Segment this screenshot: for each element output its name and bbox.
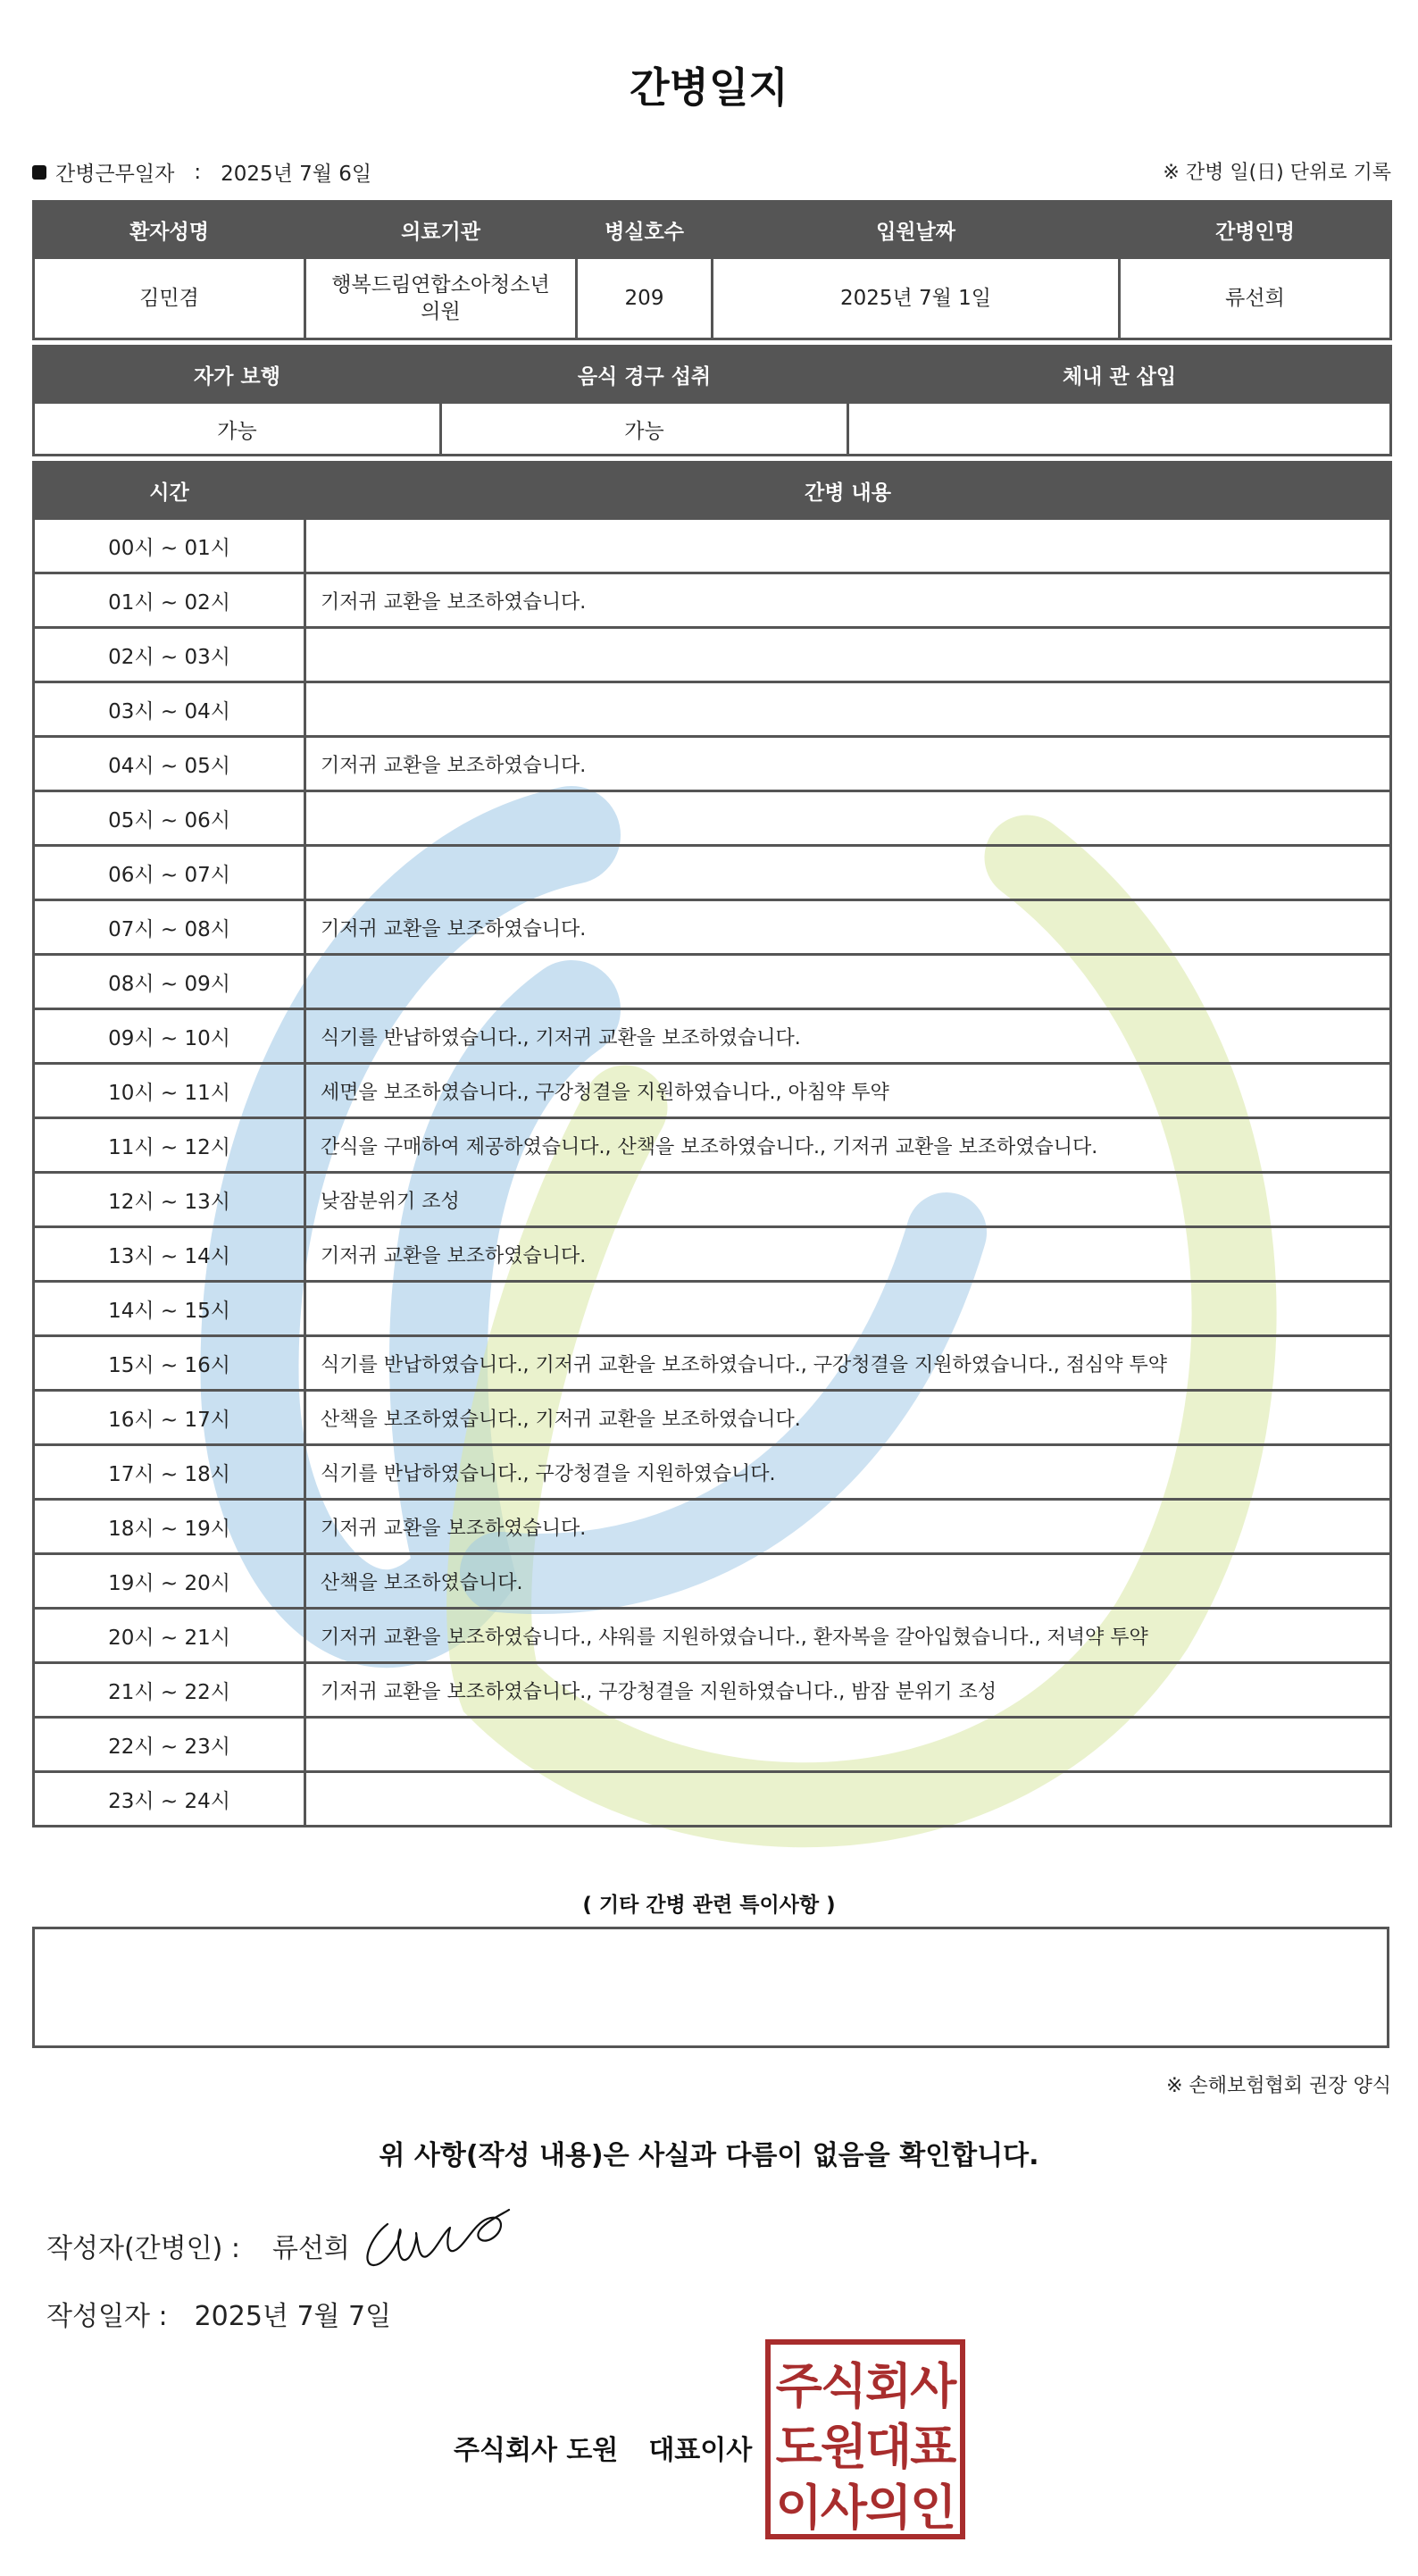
- log-time: 09시 ~ 10시: [34, 1009, 305, 1064]
- log-row: [34, 1772, 1391, 1827]
- log-row: [34, 1663, 1391, 1718]
- log-content: [305, 846, 1391, 900]
- log-row: [34, 1173, 1391, 1227]
- written-date-row: [46, 2294, 391, 2333]
- record-unit-note: ※ 간병 일(日) 단위로 기록: [1163, 162, 1391, 184]
- log-time: 12시 ~ 13시: [34, 1173, 305, 1227]
- log-row: [34, 1445, 1391, 1500]
- confirmation-statement: 위 사항(작성 내용)은 사실과 다름이 없음을 확인합니다.: [379, 2140, 1039, 2171]
- log-content: [305, 628, 1391, 682]
- header-tube-insertion: 체내 관 삽입: [848, 347, 1391, 403]
- log-content: 산책을 보조하였습니다., 기저귀 교환을 보조하였습니다.: [305, 1391, 1391, 1445]
- self-walking-value: 가능: [34, 403, 441, 456]
- log-row: [34, 682, 1391, 737]
- patient-name: 김민겸: [34, 258, 305, 339]
- admission-date: 2025년 7월 1일: [713, 258, 1120, 339]
- log-row: [34, 1282, 1391, 1336]
- log-row: [34, 1064, 1391, 1118]
- log-content: 기저귀 교환을 보조하였습니다.: [305, 1227, 1391, 1282]
- log-time: 14시 ~ 15시: [34, 1282, 305, 1336]
- company-seal-stamp: [764, 2338, 966, 2540]
- log-content: 산책을 보조하였습니다.: [305, 1554, 1391, 1609]
- log-content: [305, 791, 1391, 846]
- log-content: [305, 682, 1391, 737]
- log-time: 18시 ~ 19시: [34, 1500, 305, 1554]
- representative-title: 대표이사: [648, 2435, 753, 2466]
- patient-info-table: [32, 200, 1392, 340]
- header-admission-date: 입원날짜: [713, 202, 1120, 258]
- info-value-row: [34, 258, 1391, 339]
- company-signature-line: [454, 2428, 752, 2467]
- log-time: 15시 ~ 16시: [34, 1336, 305, 1391]
- log-time: 04시 ~ 05시: [34, 737, 305, 791]
- svg-text:주식회사: 주식회사: [775, 2358, 955, 2414]
- log-time: 16시 ~ 17시: [34, 1391, 305, 1445]
- log-row: [34, 1009, 1391, 1064]
- log-row: [34, 1609, 1391, 1663]
- writer-name: 류선희: [271, 2233, 350, 2264]
- writer-row: [46, 2226, 350, 2265]
- log-content: 낮잠분위기 조성: [305, 1173, 1391, 1227]
- form-source-note: ※ 손해보험협회 권장 양식: [1166, 2075, 1391, 2097]
- log-content: 간식을 구매하여 제공하였습니다., 산책을 보조하였습니다., 기저귀 교환을 보조하였습니다.: [305, 1118, 1391, 1173]
- log-content: [305, 1772, 1391, 1827]
- log-content: 세면을 보조하였습니다., 구강청결을 지원하였습니다., 아침약 투약: [305, 1064, 1391, 1118]
- document-title: 간병일지: [630, 63, 788, 112]
- log-content: 식기를 반납하였습니다., 기저귀 교환을 보조하였습니다., 구강청결을 지원하였습니다., 점심약 투약: [305, 1336, 1391, 1391]
- log-content: 기저귀 교환을 보조하였습니다.: [305, 900, 1391, 955]
- company-name: 주식회사 도원: [454, 2435, 619, 2466]
- log-row: [34, 628, 1391, 682]
- log-time: 13시 ~ 14시: [34, 1227, 305, 1282]
- log-time: 19시 ~ 20시: [34, 1554, 305, 1609]
- header-room-number: 병실호수: [577, 202, 713, 258]
- log-row: [34, 1718, 1391, 1772]
- log-time: 21시 ~ 22시: [34, 1663, 305, 1718]
- header-patient-name: 환자성명: [34, 202, 305, 258]
- log-row: [34, 955, 1391, 1009]
- log-content: 기저귀 교환을 보조하였습니다., 구강청결을 지원하였습니다., 밤잠 분위기 조성: [305, 1663, 1391, 1718]
- log-time: 06시 ~ 07시: [34, 846, 305, 900]
- status-header-row: [34, 347, 1391, 403]
- header-self-walking: 자가 보행: [34, 347, 441, 403]
- header-caregiver-name: 간병인명: [1120, 202, 1391, 258]
- work-date-separator: :: [194, 160, 202, 184]
- hospital-name: 행복드림연합소아청소년의원: [305, 258, 577, 339]
- patient-status-table: [32, 345, 1392, 456]
- square-bullet-icon: [32, 165, 46, 180]
- log-content: [305, 1718, 1391, 1772]
- log-header-row: [34, 463, 1391, 519]
- log-time: 20시 ~ 21시: [34, 1609, 305, 1663]
- svg-text:도원대표: 도원대표: [775, 2419, 955, 2475]
- work-date-value: 2025년 7월 6일: [221, 163, 372, 186]
- log-row: [34, 900, 1391, 955]
- status-value-row: [34, 403, 1391, 456]
- log-row: [34, 1118, 1391, 1173]
- special-notes-title: ( 기타 간병 관련 특이사항 ): [582, 1894, 836, 1917]
- caregiver-name: 류선희: [1120, 258, 1391, 339]
- care-log-table: [32, 461, 1392, 1827]
- log-row: [34, 737, 1391, 791]
- log-row: [34, 1227, 1391, 1282]
- log-time: 05시 ~ 06시: [34, 791, 305, 846]
- log-content: [305, 955, 1391, 1009]
- log-time: 11시 ~ 12시: [34, 1118, 305, 1173]
- log-content: 기저귀 교환을 보조하였습니다.: [305, 737, 1391, 791]
- log-content: 기저귀 교환을 보조하였습니다., 샤워를 지원하였습니다., 환자복을 갈아입혔습니다., 저녁약 투약: [305, 1609, 1391, 1663]
- oral-intake-value: 가능: [441, 403, 848, 456]
- log-row: [34, 1500, 1391, 1554]
- log-row: [34, 573, 1391, 628]
- log-content: [305, 1282, 1391, 1336]
- work-date-row: [32, 157, 371, 187]
- log-time: 10시 ~ 11시: [34, 1064, 305, 1118]
- log-content: [305, 519, 1391, 573]
- info-header-row: [34, 202, 1391, 258]
- log-time: 07시 ~ 08시: [34, 900, 305, 955]
- special-notes-box: [32, 1927, 1389, 2048]
- log-time: 22시 ~ 23시: [34, 1718, 305, 1772]
- log-content: 기저귀 교환을 보조하였습니다.: [305, 1500, 1391, 1554]
- header-care-content: 간병 내용: [305, 463, 1391, 519]
- log-content: 식기를 반납하였습니다., 구강청결을 지원하였습니다.: [305, 1445, 1391, 1500]
- log-row: [34, 1336, 1391, 1391]
- writer-label: 작성자(간병인) :: [46, 2233, 240, 2264]
- header-time: 시간: [34, 463, 305, 519]
- log-time: 01시 ~ 02시: [34, 573, 305, 628]
- handwritten-signature: [361, 2197, 513, 2271]
- written-date-value: 2025년 7월 7일: [194, 2301, 392, 2332]
- log-time: 03시 ~ 04시: [34, 682, 305, 737]
- work-date-label: 간병근무일자: [55, 163, 175, 186]
- log-time: 00시 ~ 01시: [34, 519, 305, 573]
- log-row: [34, 1391, 1391, 1445]
- tube-insertion-value: [848, 403, 1391, 456]
- log-content: 기저귀 교환을 보조하였습니다.: [305, 573, 1391, 628]
- written-date-label: 작성일자 :: [46, 2301, 168, 2332]
- log-row: [34, 791, 1391, 846]
- log-row: [34, 519, 1391, 573]
- log-row: [34, 846, 1391, 900]
- svg-text:이사의인: 이사의인: [775, 2480, 955, 2536]
- room-number: 209: [577, 258, 713, 339]
- log-time: 23시 ~ 24시: [34, 1772, 305, 1827]
- log-time: 17시 ~ 18시: [34, 1445, 305, 1500]
- log-row: [34, 1554, 1391, 1609]
- log-time: 08시 ~ 09시: [34, 955, 305, 1009]
- header-hospital: 의료기관: [305, 202, 577, 258]
- log-content: 식기를 반납하였습니다., 기저귀 교환을 보조하였습니다.: [305, 1009, 1391, 1064]
- log-time: 02시 ~ 03시: [34, 628, 305, 682]
- header-oral-intake: 음식 경구 섭취: [441, 347, 848, 403]
